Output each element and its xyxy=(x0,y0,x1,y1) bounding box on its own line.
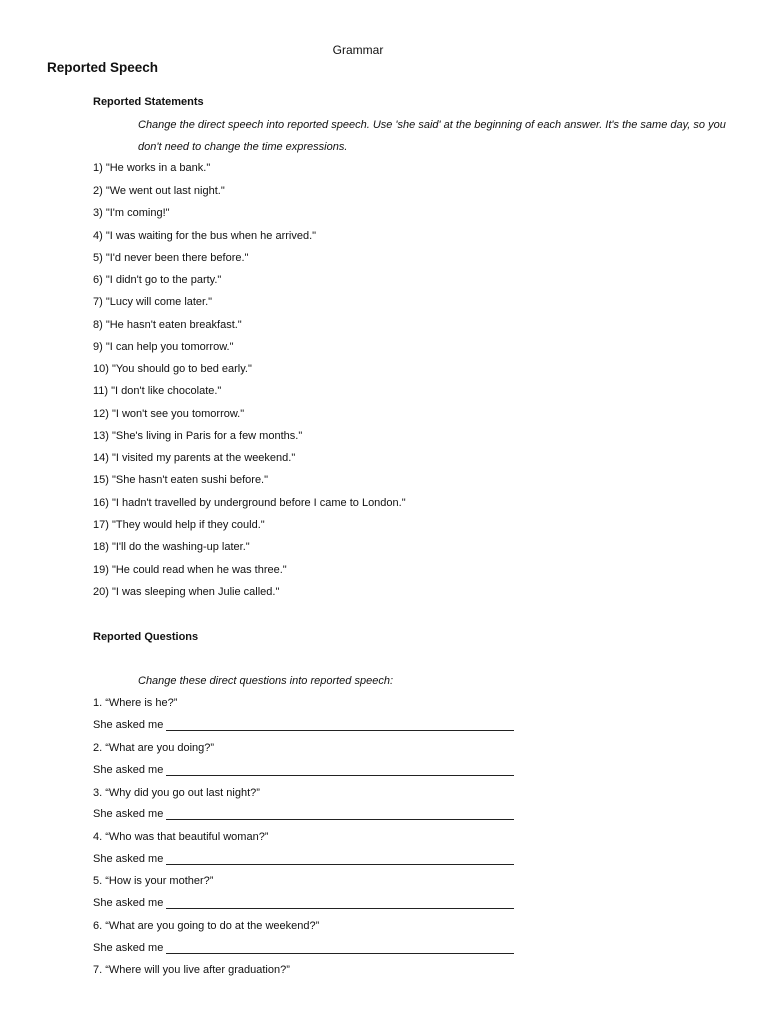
statement-item: 12) "I won't see you tomorrow." xyxy=(93,408,245,420)
answer-prefix: She asked me xyxy=(93,897,164,909)
question-item: 1. “Where is he?” xyxy=(93,697,178,709)
answer-prefix: She asked me xyxy=(93,764,164,776)
statement-item: 18) "I'll do the washing-up later." xyxy=(93,541,250,553)
answer-blank[interactable] xyxy=(166,854,514,865)
answer-blank[interactable] xyxy=(166,765,514,776)
statement-item: 11) "I don't like chocolate." xyxy=(93,385,222,397)
answer-prefix: She asked me xyxy=(93,808,164,820)
question-item: 4. “Who was that beautiful woman?” xyxy=(93,831,269,843)
answer-blank[interactable] xyxy=(166,809,514,820)
document-title: Reported Speech xyxy=(47,60,159,75)
question-item: 5. “How is your mother?” xyxy=(93,875,214,887)
answer-row xyxy=(93,942,514,954)
statements-instruction: Change the direct speech into reported speech. Use 'she said' at the beginning of each answer. It's the same day, so you don't need to change the time expressions. xyxy=(138,119,726,153)
statement-item: 13) "She's living in Paris for a few months." xyxy=(93,430,303,442)
statement-item: 10) "You should go to bed early." xyxy=(93,363,252,375)
statement-item: 15) "She hasn't eaten sushi before." xyxy=(93,474,269,486)
statement-item: 2) "We went out last night." xyxy=(93,185,225,197)
answer-row xyxy=(93,808,514,820)
answer-row xyxy=(93,719,514,731)
statement-item: 14) "I visited my parents at the weekend." xyxy=(93,452,296,464)
question-item: 6. “What are you going to do at the weekend?” xyxy=(93,920,320,932)
question-item: 7. “Where will you live after graduation?” xyxy=(93,964,290,976)
question-item: 3. “Why did you go out last night?” xyxy=(93,787,260,799)
statement-item: 19) "He could read when he was three." xyxy=(93,564,287,576)
questions-heading: Reported Questions xyxy=(93,631,199,643)
page-header: Grammar xyxy=(332,43,384,57)
answer-row xyxy=(93,764,514,776)
statement-item: 17) "They would help if they could." xyxy=(93,519,265,531)
statement-item: 4) "I was waiting for the bus when he arrived." xyxy=(93,230,317,242)
statement-item: 5) "I'd never been there before." xyxy=(93,252,249,264)
answer-row xyxy=(93,897,514,909)
answer-blank[interactable] xyxy=(166,720,514,731)
answer-prefix: She asked me xyxy=(93,942,164,954)
questions-instruction: Change these direct questions into reported speech: xyxy=(138,675,393,687)
statement-item: 6) "I didn't go to the party." xyxy=(93,274,222,286)
answer-row xyxy=(93,853,514,865)
answer-blank[interactable] xyxy=(166,898,514,909)
statement-item: 9) "I can help you tomorrow." xyxy=(93,341,234,353)
statement-item: 7) "Lucy will come later." xyxy=(93,296,213,308)
statement-item: 16) "I hadn't travelled by underground before I came to London." xyxy=(93,497,406,509)
statement-item: 3) "I'm coming!" xyxy=(93,207,170,219)
statement-item: 1) "He works in a bank." xyxy=(93,162,211,174)
question-item: 2. “What are you doing?” xyxy=(93,742,215,754)
statements-heading: Reported Statements xyxy=(93,96,204,108)
statement-item: 8) "He hasn't eaten breakfast." xyxy=(93,319,242,331)
answer-blank[interactable] xyxy=(166,943,514,954)
statement-item: 20) "I was sleeping when Julie called." xyxy=(93,586,280,598)
answer-prefix: She asked me xyxy=(93,719,164,731)
answer-prefix: She asked me xyxy=(93,853,164,865)
